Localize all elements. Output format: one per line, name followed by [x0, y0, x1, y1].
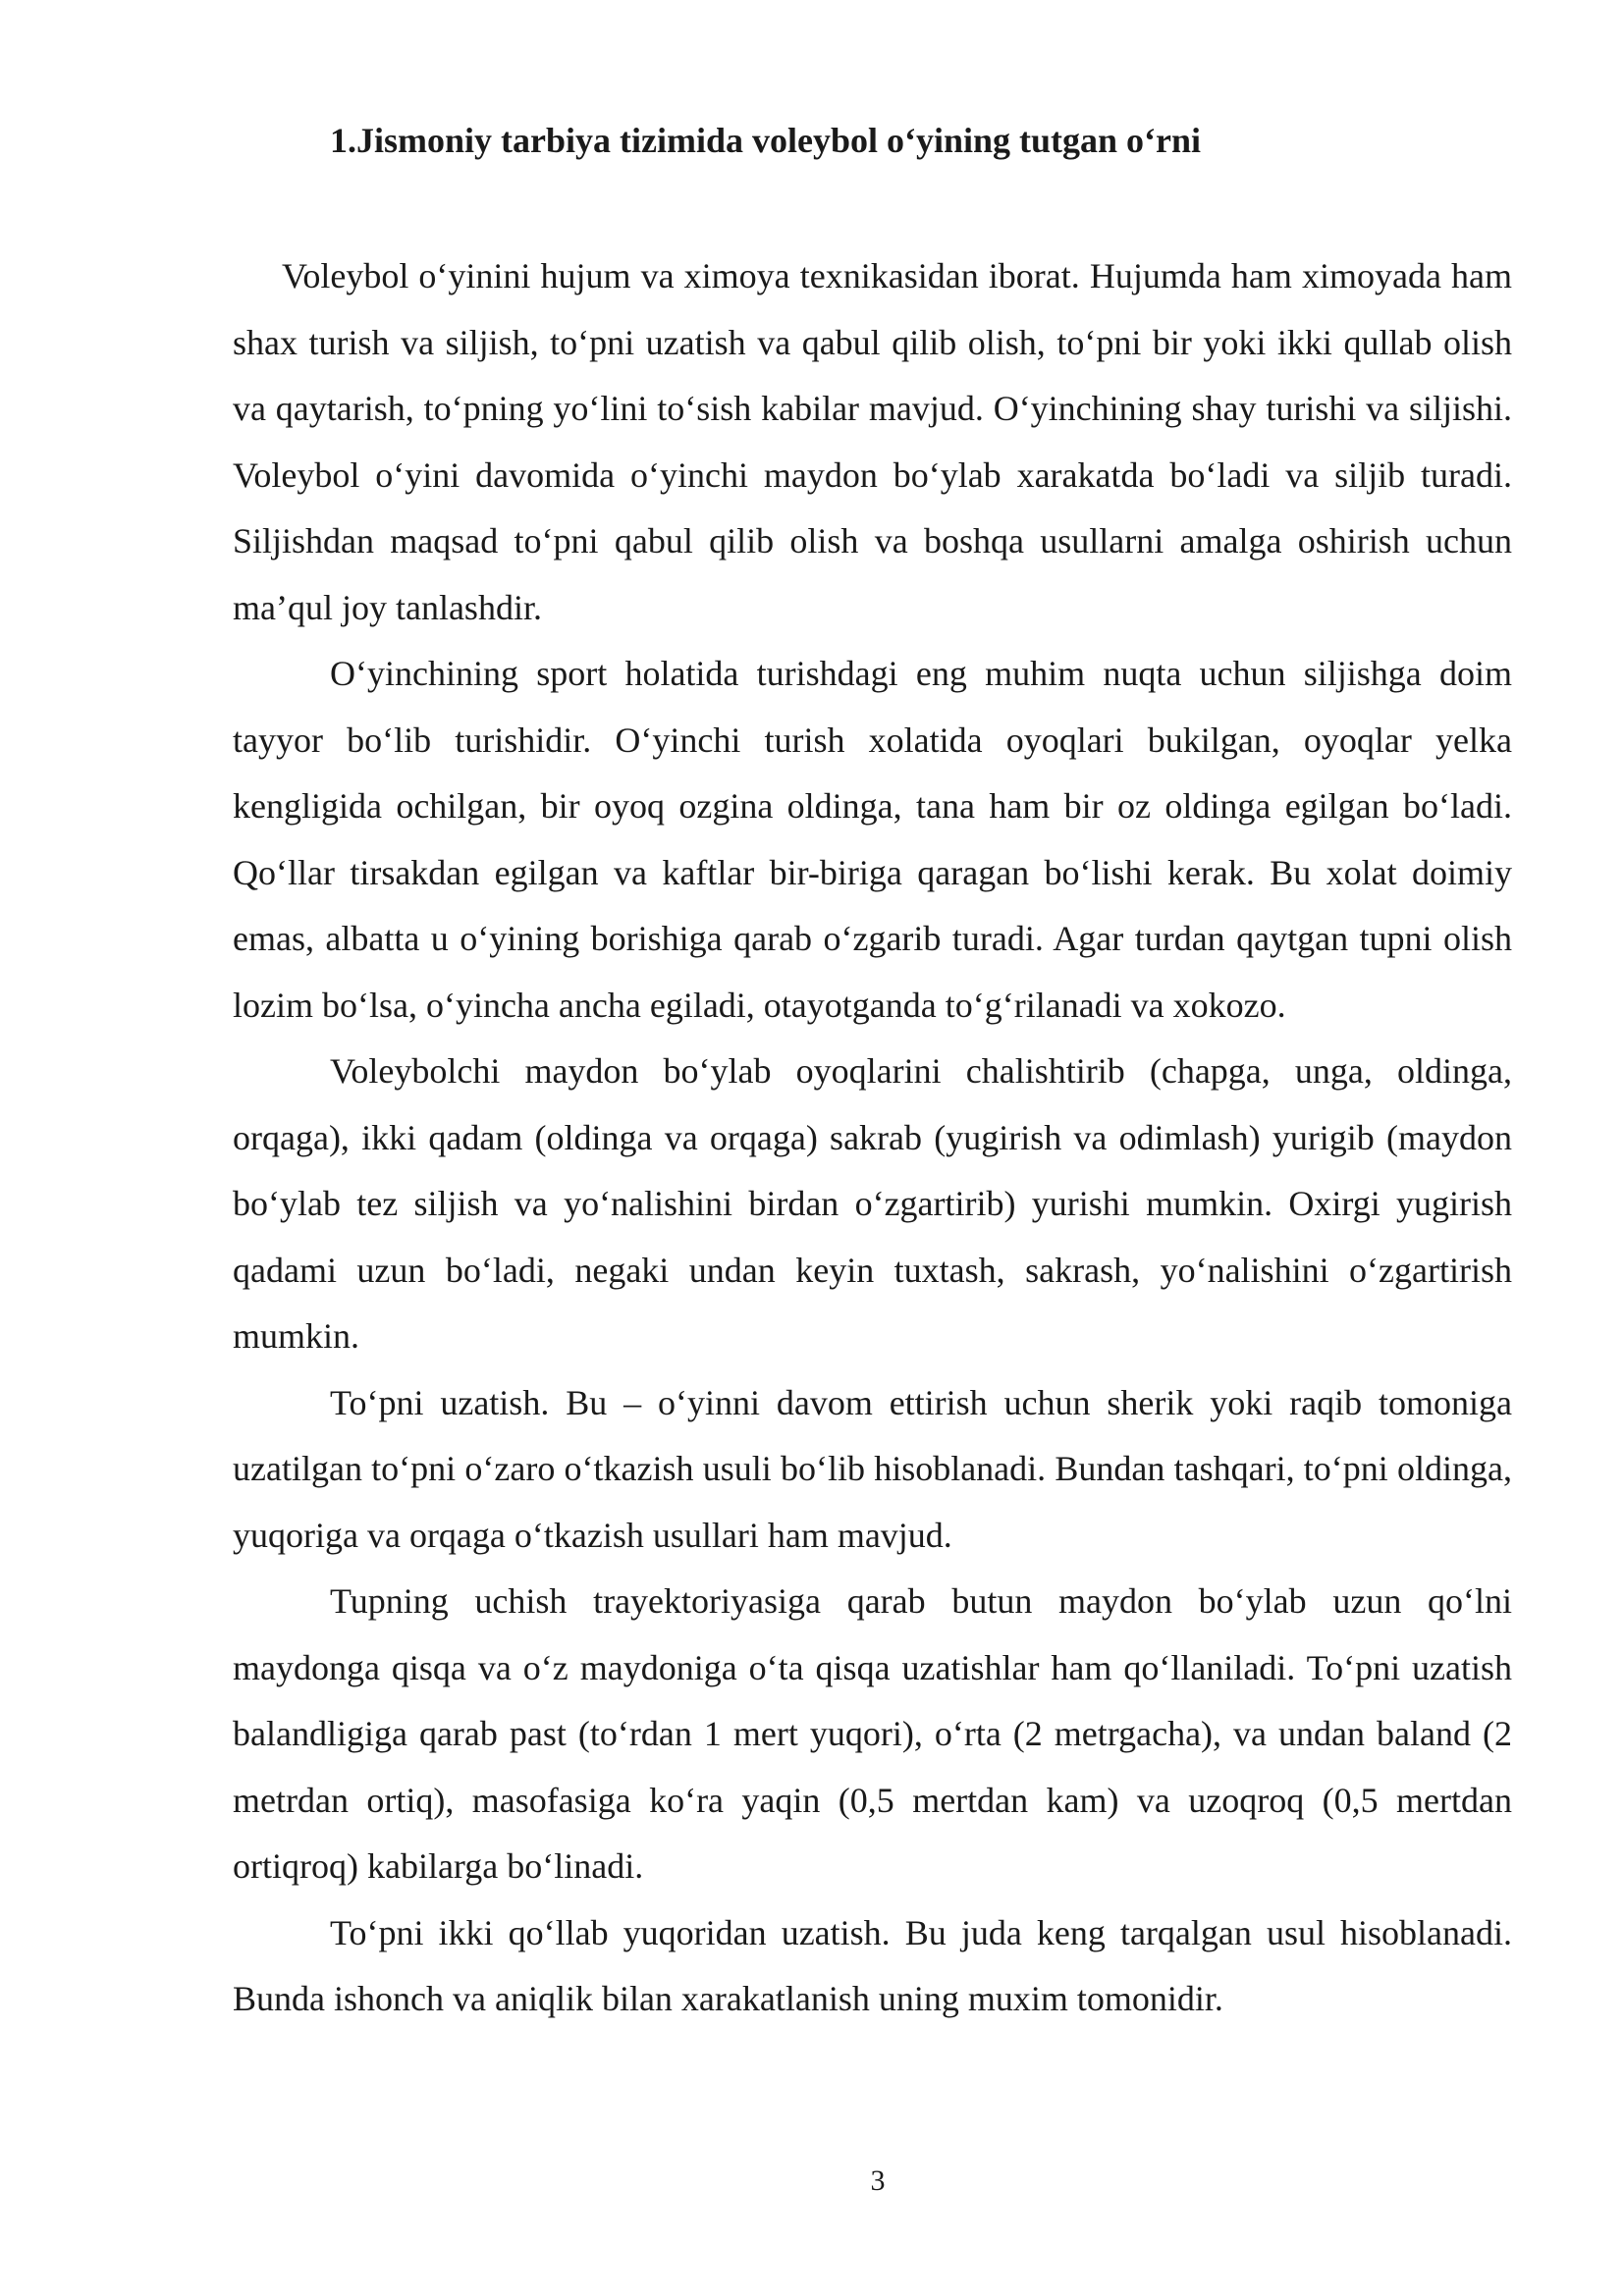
paragraph: To‘pni uzatish. Bu – o‘yinni davom ettirish uchun sherik yoki raqib tomoniga uzatilgan to‘pni o‘zaro o‘tkazish usuli bo‘lib hisoblanadi. Bundan tashqari, to‘pni oldinga, yuqoriga va orqaga o‘tkazish usullari ham mavjud.	[233, 1382, 1512, 1555]
paragraph: Voleybolchi maydon bo‘ylab oyoqlarini chalishtirib (chapga, unga, oldinga, orqaga), ikki qadam (oldinga va orqaga) sakrab (yugirish va odimlash) yurigib (maydon bo‘ylab tez siljish va yo‘nalishini birdan o‘zgartirib) yurishi mumkin. Oxirgi yugirish qadami uzun bo‘ladi, negaki undan keyin tuxtash, sakrash, yo‘nalishini o‘zgartirish mumkin.	[233, 1051, 1512, 1356]
section-heading: 1.Jismoniy tarbiya tizimida voleybol o‘yining tutgan o‘rni	[330, 121, 1202, 160]
paragraph: Tupning uchish trayektoriyasiga qarab butun maydon bo‘ylab uzun qo‘lni maydonga qisqa va o‘z maydoniga o‘ta qisqa uzatishlar ham qo‘llaniladi. To‘pni uzatish balandligiga qarab past (to‘rdan 1 mert yuqori), o‘rta (2 metrgacha), va undan baland (2 metrdan ortiq), masofasiga ko‘ra yaqin (0,5 mertdan kam) va uzoqroq (0,5 mertdan ortiqroq) kabilarga bo‘linadi.	[233, 1581, 1512, 1886]
paragraph: To‘pni ikki qo‘llab yuqoridan uzatish. Bu juda keng tarqalgan usul hisoblanadi. Bunda ishonch va aniqlik bilan xarakatlanish uning muxim tomonidir.	[233, 1912, 1512, 2018]
paragraph: Voleybol o‘yinini hujum va ximoya texnikasidan iborat. Hujumda ham ximoyada ham shax turish va siljish, to‘pni uzatish va qabul qilib olish, to‘pni bir yoki ikki qullab olish va qaytarish, to‘pning yo‘lini to‘sish kabilar mavjud. O‘yinchining shay turishi va siljishi. Voleybol o‘yini davomida o‘yinchi maydon bo‘ylab xarakatda bo‘ladi va siljib turadi. Siljishdan maqsad to‘pni qabul qilib olish va boshqa usullarni amalga oshirish uchun ma’qul joy tanlashdir.	[233, 256, 1512, 627]
page-number: 3	[870, 2164, 886, 2197]
body-text	[233, 243, 1512, 2033]
paragraph: O‘yinchining sport holatida turishdagi eng muhim nuqta uchun siljishga doim tayyor bo‘lib turishidir. O‘yinchi turish xolatida oyoqlari bukilgan, oyoqlar yelka kengligida ochilgan, bir oyoq ozgina oldinga, tana ham bir oz oldinga egilgan bo‘ladi. Qo‘llar tirsakdan egilgan va kaftlar bir-biriga qaragan bo‘lishi kerak. Bu xolat doimiy emas, albatta u o‘yining borishiga qarab o‘zgarib turadi. Agar turdan qaytgan tupni olish lozim bo‘lsa, o‘yincha ancha egiladi, otayotganda to‘g‘rilanadi va xokozo.	[233, 654, 1512, 1025]
